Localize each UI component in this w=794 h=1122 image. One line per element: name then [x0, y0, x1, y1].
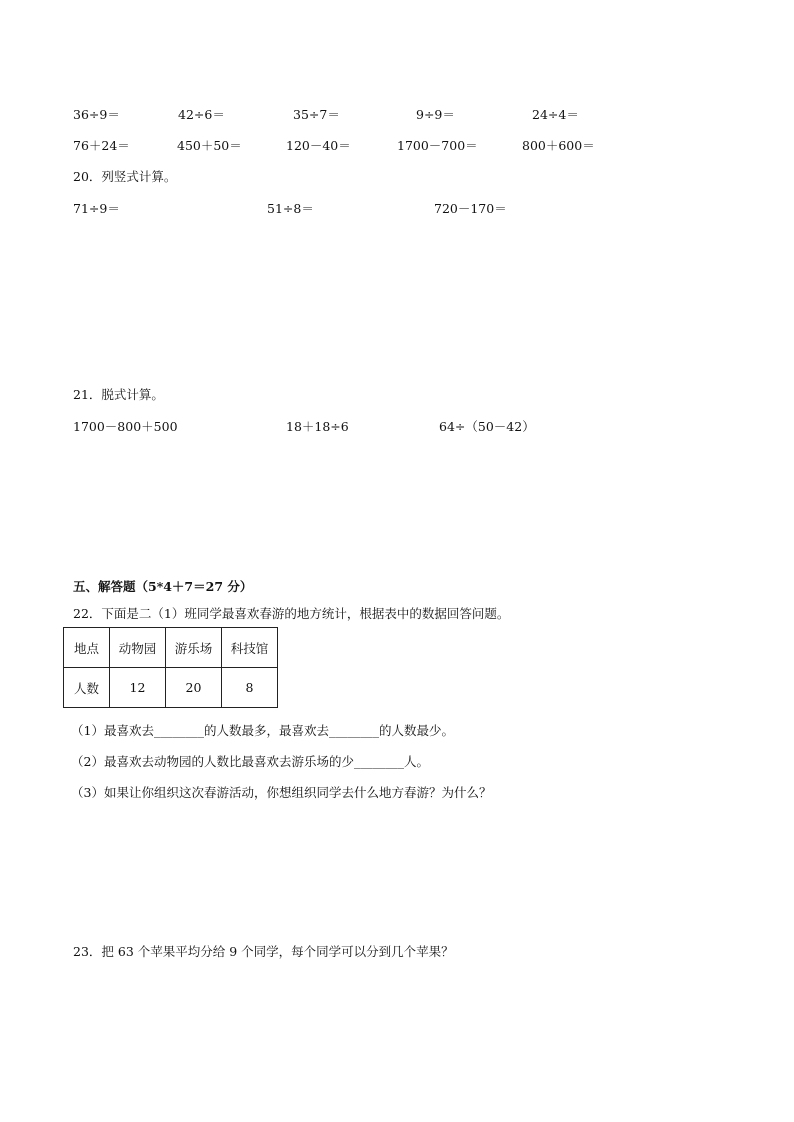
section5-heading: 五、解答题（5*4＋7＝27 分）	[73, 579, 253, 594]
calc-row2-item2: 450＋50＝	[177, 138, 242, 153]
table-cell: 人数	[64, 668, 110, 708]
table-cell: 科技馆	[222, 628, 278, 668]
table-header-row	[64, 628, 278, 668]
spring-trip-table	[63, 627, 278, 708]
calc-row1-item5: 24÷4＝	[532, 107, 579, 122]
table-cell: 游乐场	[166, 628, 222, 668]
q22-sub1: （1）最喜欢去________的人数最多，最喜欢去________的人数最少。	[71, 723, 454, 738]
table-cell: 8	[222, 668, 278, 708]
calc-row1-item4: 9÷9＝	[416, 107, 455, 122]
q20-item1: 71÷9＝	[73, 201, 120, 216]
q20-item3: 720－170＝	[434, 201, 507, 216]
table-cell: 20	[166, 668, 222, 708]
q21-item2: 18＋18÷6	[286, 419, 349, 434]
calc-row2-item5: 800＋600＝	[522, 138, 595, 153]
table-cell: 地点	[64, 628, 110, 668]
q20-title: 20．列竖式计算。	[73, 169, 177, 184]
q20-item2: 51÷8＝	[267, 201, 314, 216]
table-cell: 12	[110, 668, 166, 708]
calc-row1-item2: 42÷6＝	[178, 107, 225, 122]
q21-item1: 1700－800＋500	[73, 419, 178, 434]
table-row	[64, 668, 278, 708]
table-cell: 动物园	[110, 628, 166, 668]
q23-title: 23．把 63 个苹果平均分给 9 个同学，每个同学可以分到几个苹果？	[73, 944, 454, 959]
q21-title: 21．脱式计算。	[73, 387, 164, 402]
calc-row2-item4: 1700－700＝	[397, 138, 478, 153]
calc-row2-item1: 76＋24＝	[73, 138, 130, 153]
calc-row1-item1: 36÷9＝	[73, 107, 120, 122]
q22-sub2: （2）最喜欢去动物园的人数比最喜欢去游乐场的少________人。	[71, 754, 429, 769]
q22-title: 22．下面是二（1）班同学最喜欢春游的地方统计，根据表中的数据回答问题。	[73, 606, 510, 621]
q21-item3: 64÷（50－42）	[439, 419, 535, 434]
calc-row2-item3: 120－40＝	[286, 138, 351, 153]
q22-sub3: （3）如果让你组织这次春游活动，你想组织同学去什么地方春游？为什么？	[71, 785, 492, 800]
calc-row1-item3: 35÷7＝	[293, 107, 340, 122]
